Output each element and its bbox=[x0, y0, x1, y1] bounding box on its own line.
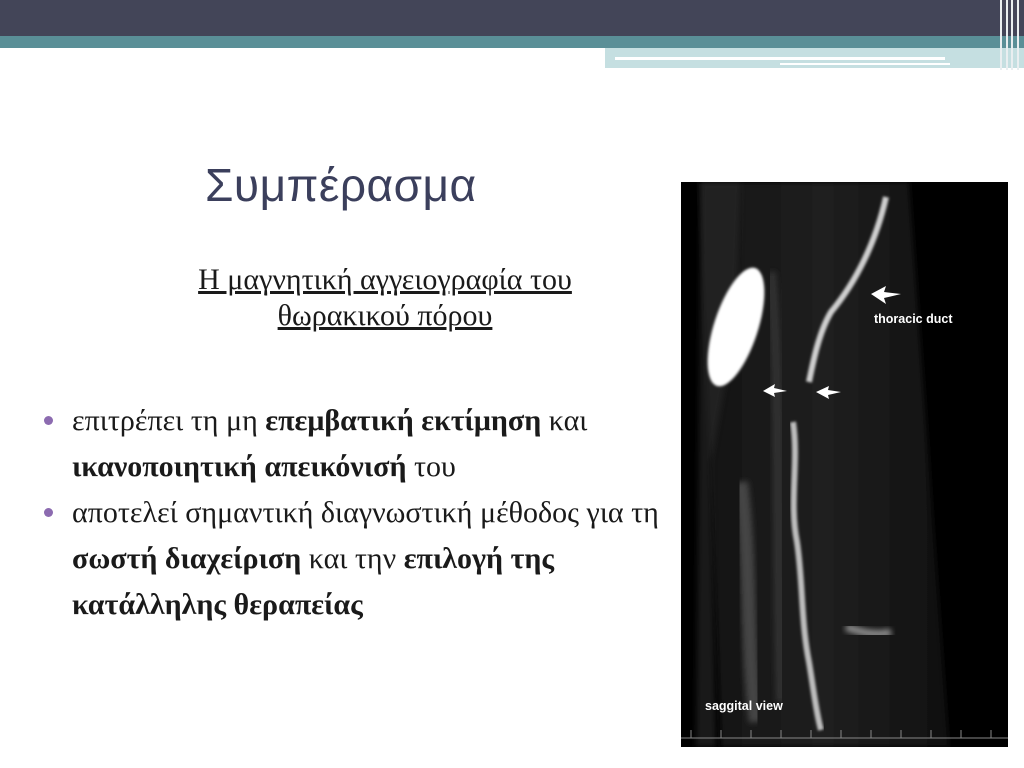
bullet-bold-text: σωστή διαχείριση bbox=[72, 542, 302, 575]
saggital-view-label: saggital view bbox=[705, 699, 783, 713]
bullet-text: και bbox=[541, 404, 588, 437]
bullet-item bbox=[42, 490, 682, 628]
bullet-item bbox=[42, 398, 682, 490]
mri-image bbox=[681, 182, 1008, 747]
subtitle-line-2: θωρακικού πόρου bbox=[277, 299, 493, 332]
subtitle-line-1: Η μαγνητική αγγειογραφία του bbox=[198, 263, 572, 296]
teal-accent-band bbox=[0, 36, 1024, 48]
bullet-bold-text: επεμβατική εκτίμηση bbox=[265, 404, 542, 437]
bullet-bold-text: επιλογή της κατάλληλης θεραπείας bbox=[72, 542, 555, 621]
mri-scan-graphic bbox=[681, 182, 1008, 747]
bullet-text: επιτρέπει τη μη bbox=[72, 404, 266, 437]
top-banner bbox=[0, 0, 1024, 36]
slide-title: Συμπέρασμα bbox=[205, 159, 477, 211]
thoracic-duct-label: thoracic duct bbox=[874, 312, 953, 326]
bullet-dot-icon bbox=[44, 508, 53, 517]
bullet-bold-text: ικανοποιητική απεικόνισή bbox=[72, 450, 407, 483]
accent-line bbox=[780, 63, 950, 65]
slide-subtitle bbox=[70, 262, 700, 334]
bullet-text: αποτελεί σημαντική διαγνωστική μέθοδος για τη bbox=[72, 496, 659, 529]
accent-line bbox=[615, 57, 945, 60]
bullet-text: και την bbox=[301, 542, 404, 575]
bullet-list bbox=[42, 398, 682, 628]
bullet-text: του bbox=[406, 450, 456, 483]
bullet-dot-icon bbox=[44, 416, 53, 425]
corner-stripes bbox=[996, 0, 1024, 70]
